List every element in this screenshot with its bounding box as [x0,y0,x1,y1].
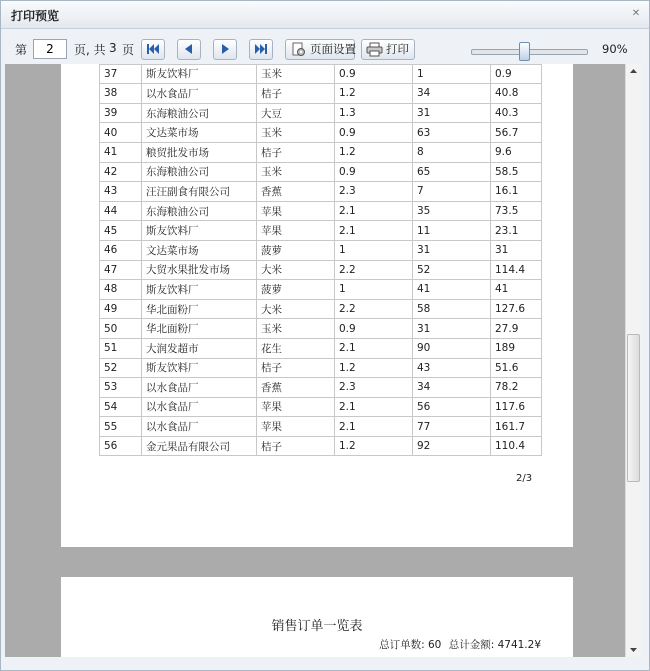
product-cell: 花生 [257,338,335,358]
row-number-cell: 42 [100,162,142,182]
product-cell: 苹果 [257,397,335,417]
next-preview-page [61,577,573,657]
table-row [100,84,542,104]
amount-cell: 40.3 [491,103,542,123]
table-row [100,142,542,162]
customer-name-cell: 金元果品有限公司 [142,436,257,456]
scroll-up-button[interactable] [626,64,641,79]
row-number-cell: 40 [100,123,142,143]
page-number-input[interactable] [33,39,67,59]
table-row [100,319,542,339]
table-row [100,260,542,280]
row-number-cell: 41 [100,142,142,162]
product-cell: 菠萝 [257,280,335,300]
amount-cell: 117.6 [491,397,542,417]
table-row [100,397,542,417]
quantity-cell: 31 [413,240,491,260]
page-setup-label: 页面设置 [310,42,356,56]
customer-name-cell: 大润发超市 [142,338,257,358]
quantity-cell: 31 [413,103,491,123]
customer-name-cell: 斯友饮料厂 [142,64,257,84]
customer-name-cell: 以水食品厂 [142,417,257,437]
table-row [100,103,542,123]
unit-price-cell: 0.9 [335,319,413,339]
product-cell: 桔子 [257,358,335,378]
row-number-cell: 43 [100,182,142,202]
unit-price-cell: 2.3 [335,182,413,202]
quantity-cell: 31 [413,319,491,339]
table-row [100,358,542,378]
title-bar[interactable] [1,1,649,29]
product-cell: 苹果 [257,417,335,437]
unit-price-cell: 0.9 [335,162,413,182]
unit-price-cell: 2.3 [335,378,413,398]
table-row [100,221,542,241]
unit-price-cell: 1.2 [335,436,413,456]
previous-page-icon [182,43,196,55]
row-number-cell: 51 [100,338,142,358]
table-row [100,240,542,260]
amount-cell: 23.1 [491,221,542,241]
customer-name-cell: 斯友饮料厂 [142,358,257,378]
unit-price-cell: 1.3 [335,103,413,123]
row-number-cell: 46 [100,240,142,260]
customer-name-cell: 汪汪副食有限公司 [142,182,257,202]
row-number-cell: 49 [100,299,142,319]
amount-cell: 0.9 [491,64,542,84]
row-number-cell: 56 [100,436,142,456]
customer-name-cell: 以水食品厂 [142,84,257,104]
page-setup-icon [290,42,306,57]
quantity-cell: 43 [413,358,491,378]
amount-cell: 51.6 [491,358,542,378]
product-cell: 香蕉 [257,182,335,202]
row-number-cell: 38 [100,84,142,104]
quantity-cell: 34 [413,84,491,104]
amount-cell: 161.7 [491,417,542,437]
table-row [100,299,542,319]
unit-price-cell: 0.9 [335,123,413,143]
customer-name-cell: 东海粮油公司 [142,103,257,123]
quantity-cell: 34 [413,378,491,398]
next-page-button[interactable] [213,39,237,60]
quantity-cell: 63 [413,123,491,143]
row-number-cell: 55 [100,417,142,437]
last-page-button[interactable] [249,39,273,60]
table-row [100,417,542,437]
table-row [100,280,542,300]
product-cell: 桔子 [257,84,335,104]
row-number-cell: 47 [100,260,142,280]
unit-price-cell: 2.1 [335,338,413,358]
table-row [100,378,542,398]
amount-cell: 114.4 [491,260,542,280]
table-row [100,436,542,456]
unit-price-cell: 2.2 [335,299,413,319]
product-cell: 香蕉 [257,378,335,398]
product-cell: 大米 [257,260,335,280]
page-prefix-label: 第 [15,43,28,57]
customer-name-cell: 东海粮油公司 [142,162,257,182]
last-page-icon [254,43,268,55]
product-cell: 玉米 [257,64,335,84]
amount-cell: 189 [491,338,542,358]
customer-name-cell: 粮贸批发市场 [142,142,257,162]
amount-cell: 16.1 [491,182,542,202]
amount-cell: 41 [491,280,542,300]
customer-name-cell: 华北面粉厂 [142,299,257,319]
amount-cell: 31 [491,240,542,260]
quantity-cell: 77 [413,417,491,437]
zoom-slider[interactable] [471,49,588,55]
row-number-cell: 48 [100,280,142,300]
unit-price-cell: 1.2 [335,142,413,162]
order-count: 总订单数: 60 [379,639,442,651]
row-number-cell: 54 [100,397,142,417]
amount-cell: 110.4 [491,436,542,456]
product-cell: 桔子 [257,142,335,162]
unit-price-cell: 1.2 [335,358,413,378]
page-setup-button[interactable] [285,39,355,60]
amount-cell: 9.6 [491,142,542,162]
product-cell: 大米 [257,299,335,319]
unit-price-cell: 1 [335,280,413,300]
table-row [100,338,542,358]
scroll-down-button[interactable] [626,642,641,657]
first-page-button[interactable] [141,39,165,60]
preview-area[interactable] [5,64,625,657]
amount-cell: 40.8 [491,84,542,104]
amount-cell: 58.5 [491,162,542,182]
customer-name-cell: 斯友饮料厂 [142,280,257,300]
quantity-cell: 1 [413,64,491,84]
quantity-cell: 7 [413,182,491,202]
quantity-cell: 65 [413,162,491,182]
scrollbar-thumb[interactable] [627,334,640,482]
report-table [99,64,542,456]
amount-cell: 127.6 [491,299,542,319]
page-of-label: 页, 共 [74,43,106,57]
quantity-cell: 58 [413,299,491,319]
row-number-cell: 37 [100,64,142,84]
unit-price-cell: 0.9 [335,64,413,84]
quantity-cell: 11 [413,221,491,241]
table-row [100,201,542,221]
customer-name-cell: 以水食品厂 [142,397,257,417]
quantity-cell: 90 [413,338,491,358]
scroll-up-icon [626,64,641,79]
table-row [100,64,542,84]
product-cell: 苹果 [257,221,335,241]
total-pages: 3 [109,41,117,55]
window-title: 打印预览 [11,9,60,23]
row-number-cell: 53 [100,378,142,398]
next-page-icon [218,43,232,55]
amount-cell: 78.2 [491,378,542,398]
customer-name-cell: 以水食品厂 [142,378,257,398]
page-suffix-label: 页 [122,43,135,57]
printer-icon [366,42,383,57]
unit-price-cell: 1 [335,240,413,260]
scroll-down-icon [626,642,641,657]
print-label: 打印 [386,42,409,56]
table-row [100,162,542,182]
row-number-cell: 44 [100,201,142,221]
toolbar [1,32,649,64]
table-row [100,123,542,143]
quantity-cell: 41 [413,280,491,300]
preview-page [61,64,573,547]
product-cell: 菠萝 [257,240,335,260]
report-title: 销售订单一览表 [271,619,363,634]
unit-price-cell: 2.2 [335,260,413,280]
product-cell: 玉米 [257,123,335,143]
product-cell: 桔子 [257,436,335,456]
customer-name-cell: 大贸水果批发市场 [142,260,257,280]
page-number-indicator: 2/3 [516,473,533,484]
customer-name-cell: 斯友饮料厂 [142,221,257,241]
quantity-cell: 8 [413,142,491,162]
customer-name-cell: 文达菜市场 [142,240,257,260]
vertical-scrollbar[interactable] [625,64,641,657]
quantity-cell: 56 [413,397,491,417]
table-row [100,182,542,202]
product-cell: 玉米 [257,319,335,339]
row-number-cell: 52 [100,358,142,378]
zoom-slider-thumb[interactable] [519,42,530,61]
amount-cell: 56.7 [491,123,542,143]
quantity-cell: 92 [413,436,491,456]
unit-price-cell: 2.1 [335,417,413,437]
row-number-cell: 50 [100,319,142,339]
quantity-cell: 52 [413,260,491,280]
close-icon[interactable]: ✕ [631,8,641,19]
first-page-icon [146,43,160,55]
zoom-level: 90% [602,42,628,56]
report-summary [375,637,541,652]
customer-name-cell: 东海粮油公司 [142,201,257,221]
previous-page-button[interactable] [177,39,201,60]
unit-price-cell: 1.2 [335,84,413,104]
product-cell: 苹果 [257,201,335,221]
customer-name-cell: 华北面粉厂 [142,319,257,339]
unit-price-cell: 2.1 [335,397,413,417]
unit-price-cell: 2.1 [335,221,413,241]
row-number-cell: 39 [100,103,142,123]
amount-cell: 27.9 [491,319,542,339]
amount-cell: 73.5 [491,201,542,221]
total-amount: 总计金额: 4741.2¥ [448,639,541,651]
unit-price-cell: 2.1 [335,201,413,221]
quantity-cell: 35 [413,201,491,221]
product-cell: 玉米 [257,162,335,182]
row-number-cell: 45 [100,221,142,241]
print-button[interactable] [361,39,415,60]
product-cell: 大豆 [257,103,335,123]
customer-name-cell: 文达菜市场 [142,123,257,143]
